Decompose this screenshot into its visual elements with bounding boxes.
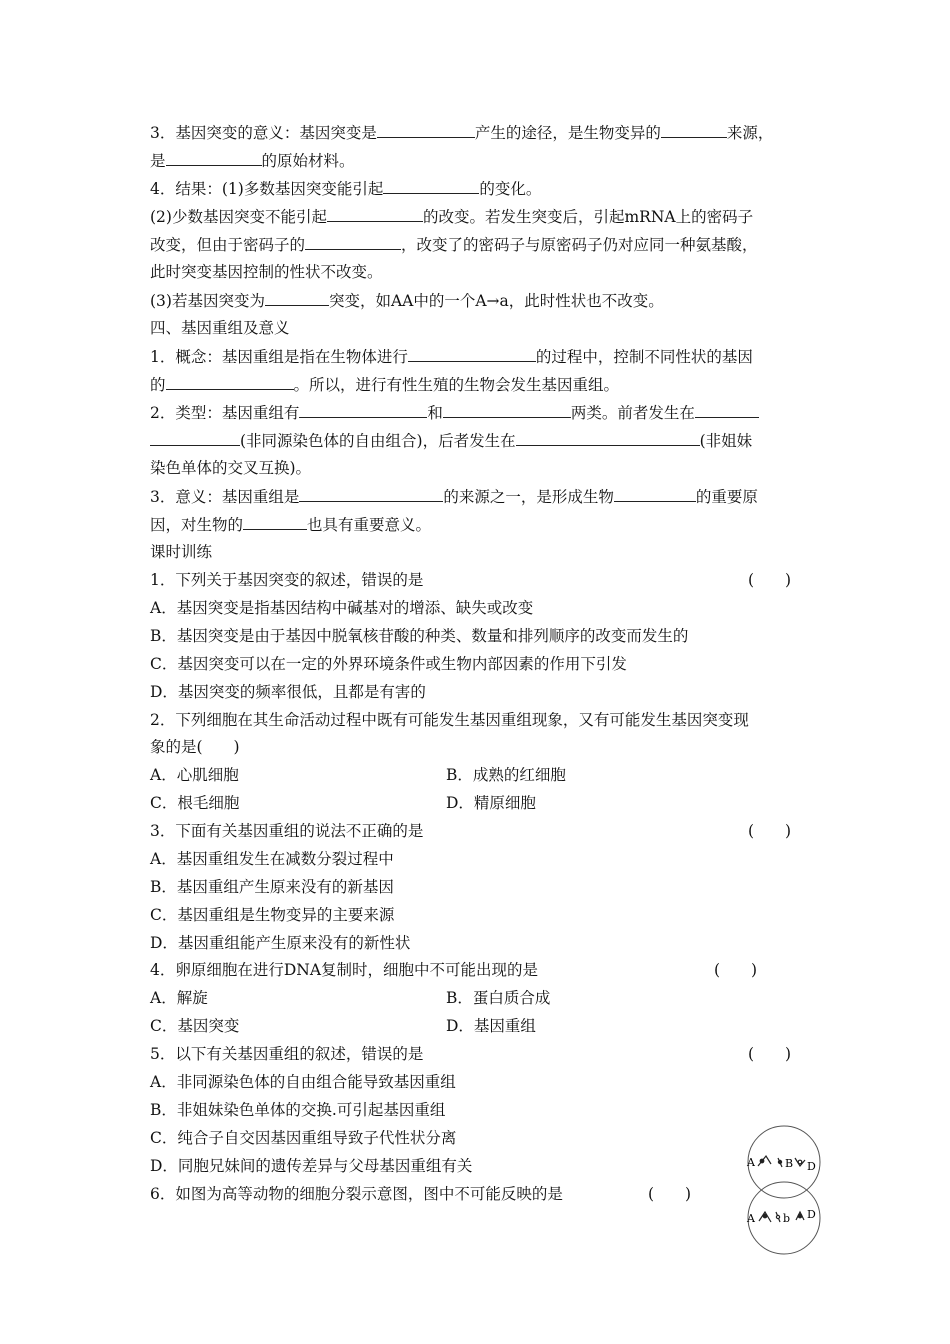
text: 3．意义：基因重组是 <box>150 488 300 506</box>
option-c[interactable]: C．纯合子自交因基因重组导致子代性状分离 <box>150 1129 457 1147</box>
text: 的变化。 <box>479 180 542 198</box>
option-a[interactable]: A．基因突变是指基因结构中碱基对的增添、缺失或改变 <box>150 599 534 617</box>
option-b[interactable]: B．蛋白质合成 <box>446 989 551 1007</box>
answer-blank[interactable] <box>383 178 479 194</box>
option-a[interactable]: A．心肌细胞 <box>150 766 239 784</box>
answer-blank[interactable] <box>299 486 443 502</box>
option-b[interactable]: B．成熟的红细胞 <box>446 766 566 784</box>
text: (非姐妹 <box>699 432 753 450</box>
meaning-line-2 <box>150 150 355 171</box>
answer-blank[interactable] <box>516 430 700 446</box>
text: 2．类型：基因重组有 <box>150 404 300 422</box>
question-4-stem: 4．卵原细胞在进行DNA复制时，细胞中不可能出现的是 <box>150 961 539 979</box>
answer-blank[interactable] <box>299 402 427 418</box>
concept-line-1 <box>150 346 753 367</box>
meaning-line-1 <box>150 122 773 143</box>
concept-line-2 <box>150 374 619 395</box>
training-heading: 课时训练 <box>150 543 213 561</box>
answer-paren[interactable]: ( ) <box>748 571 792 589</box>
section-heading: 四、基因重组及意义 <box>150 319 290 337</box>
text: 4．结果：(1)多数基因突变能引起 <box>150 180 384 198</box>
text: 的 <box>150 376 166 394</box>
type-line-3: 染色单体的交叉互换)。 <box>150 459 312 477</box>
answer-blank[interactable] <box>243 514 307 530</box>
result-line-3 <box>150 234 758 255</box>
result-line-1 <box>150 178 541 199</box>
option-c[interactable]: C．根毛细胞 <box>150 794 240 812</box>
significance-line-2 <box>150 514 431 535</box>
text: 产生的途径，是生物变异的 <box>474 124 661 142</box>
result-line-5 <box>150 290 664 311</box>
option-b[interactable]: B．基因重组产生原来没有的新基因 <box>150 878 394 896</box>
result-line-4: 此时突变基因控制的性状不改变。 <box>150 263 383 281</box>
answer-blank[interactable] <box>614 486 696 502</box>
lower-label-b: b <box>783 1212 791 1225</box>
text: ，改变了的密码子与原密码子仍对应同一种氨基酸， <box>401 236 758 254</box>
text: 3．基因突变的意义：基因突变是 <box>150 124 377 142</box>
text: 因，对生物的 <box>150 516 244 534</box>
result-line-2 <box>150 206 753 227</box>
lower-chromosomes <box>759 1212 804 1222</box>
text: (2)少数基因突变不能引起 <box>150 208 327 226</box>
text: 的改变。若发生突变后，引起mRNA上的密码子 <box>422 208 754 226</box>
question-5-stem: 5．以下有关基因重组的叙述，错误的是 <box>150 1045 424 1063</box>
option-c[interactable]: C．基因突变可以在一定的外界环境条件或生物内部因素的作用下引发 <box>150 655 627 673</box>
option-c[interactable]: C．基因突变 <box>150 1017 240 1035</box>
text: 两类。前者发生在 <box>570 404 695 422</box>
text: 的重要原 <box>695 488 758 506</box>
text: 1．概念：基因重组是指在生物体进行 <box>150 348 408 366</box>
answer-paren[interactable]: ( ) <box>648 1185 692 1203</box>
type-line-1 <box>150 402 759 423</box>
answer-paren[interactable]: ( ) <box>748 1045 792 1063</box>
answer-blank[interactable] <box>150 430 240 446</box>
option-d[interactable]: D．同胞兄妹间的遗传差异与父母基因重组有关 <box>150 1157 473 1175</box>
answer-blank[interactable] <box>166 374 294 390</box>
answer-blank[interactable] <box>166 150 262 166</box>
text: 也具有重要意义。 <box>307 516 432 534</box>
option-d[interactable]: D．精原细胞 <box>446 794 536 812</box>
answer-blank[interactable] <box>661 122 727 138</box>
answer-blank[interactable] <box>377 122 475 138</box>
text: 改变，但由于密码子的 <box>150 236 306 254</box>
text: 来源， <box>726 124 774 142</box>
text: 的过程中，控制不同性状的基因 <box>535 348 753 366</box>
answer-blank[interactable] <box>265 290 329 306</box>
answer-blank[interactable] <box>327 206 423 222</box>
lower-label-D: D <box>807 1208 816 1221</box>
answer-blank[interactable] <box>408 346 536 362</box>
upper-chromosomes <box>758 1156 805 1167</box>
text: 的原始材料。 <box>261 152 355 170</box>
option-a[interactable]: A．解旋 <box>150 989 208 1007</box>
option-b[interactable]: B．基因突变是由于基因中脱氧核苷酸的种类、数量和排列顺序的改变而发生的 <box>150 627 689 645</box>
option-b[interactable]: B．非姐妹染色单体的交换.可引起基因重组 <box>150 1101 446 1119</box>
answer-paren[interactable]: ( ) <box>714 961 758 979</box>
option-a[interactable]: A．基因重组发生在减数分裂过程中 <box>150 850 394 868</box>
text: 突变，如AA中的一个A→a，此时性状也不改变。 <box>328 292 664 310</box>
type-line-2 <box>150 430 752 451</box>
text: 的来源之一，是形成生物 <box>443 488 614 506</box>
text: 。所以，进行有性生殖的生物会发生基因重组。 <box>293 376 620 394</box>
upper-label-D: D <box>807 1160 816 1173</box>
option-d[interactable]: D．基因重组能产生原来没有的新性状 <box>150 934 411 952</box>
option-c[interactable]: C．基因重组是生物变异的主要来源 <box>150 906 395 924</box>
answer-paren[interactable]: ( ) <box>748 822 792 840</box>
option-d[interactable]: D．基因重组 <box>446 1017 536 1035</box>
lower-label-A: A <box>747 1212 755 1225</box>
text: (3)若基因突变为 <box>150 292 265 310</box>
text: (非同源染色体的自由组合)，后者发生在 <box>240 432 516 450</box>
question-6-stem: 6．如图为高等动物的细胞分裂示意图，图中不可能反映的是 <box>150 1185 563 1203</box>
upper-label-A: A <box>747 1156 755 1169</box>
answer-blank[interactable] <box>695 402 759 418</box>
question-3-stem: 3．下面有关基因重组的说法不正确的是 <box>150 822 424 840</box>
option-a[interactable]: A．非同源染色体的自由组合能导致基因重组 <box>150 1073 456 1091</box>
upper-label-B: B <box>785 1157 794 1170</box>
question-1-stem: 1．下列关于基因突变的叙述，错误的是 <box>150 571 424 589</box>
answer-blank[interactable] <box>443 402 571 418</box>
text: 和 <box>427 404 443 422</box>
question-2-stem-2: 象的是( ) <box>150 738 240 756</box>
text: 是 <box>150 152 166 170</box>
cell-division-figure <box>738 1122 830 1256</box>
option-d[interactable]: D．基因突变的频率很低，且都是有害的 <box>150 683 426 701</box>
question-2-stem-1: 2．下列细胞在其生命活动过程中既有可能发生基因重组现象，又有可能发生基因突变现 <box>150 711 749 729</box>
significance-line-1 <box>150 486 758 507</box>
answer-blank[interactable] <box>305 234 401 250</box>
